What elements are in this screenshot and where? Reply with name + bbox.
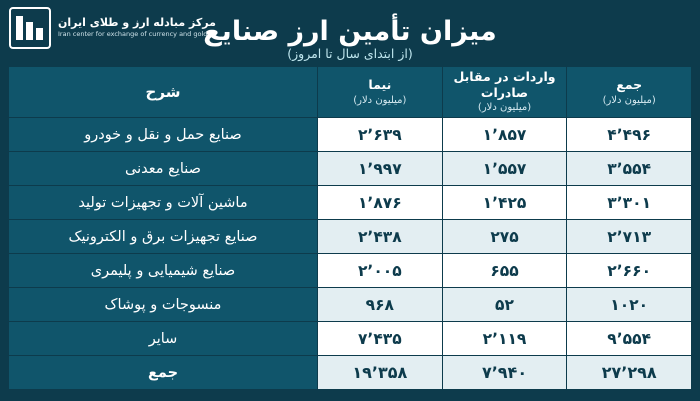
table-row bbox=[9, 322, 692, 356]
column-header-total-unit: (میلیون دلار) bbox=[602, 94, 656, 106]
cell-description: صنایع شیمیایی و پلیمری bbox=[9, 254, 318, 288]
column-header-import-label: واردات در مقابل صادرات bbox=[453, 69, 556, 100]
page-subtitle: (از ابتدای سال تا امروز) bbox=[287, 46, 413, 61]
column-header-nima-label: نیما bbox=[368, 76, 392, 92]
cell-total: ۳٬۵۵۴ bbox=[567, 152, 692, 186]
cell-description: صنایع حمل و نقل و خودرو bbox=[9, 118, 318, 152]
cell-nima: ۲٬۶۳۹ bbox=[318, 118, 443, 152]
cell-total: ۱۰۲۰ bbox=[567, 288, 692, 322]
table-row bbox=[9, 254, 692, 288]
table-body bbox=[9, 118, 692, 390]
cell-import: ۲۷۵ bbox=[442, 220, 567, 254]
table-row-total bbox=[9, 356, 692, 390]
cell-description: جمع bbox=[9, 356, 318, 390]
column-header-total bbox=[567, 67, 692, 118]
logo-title-fa: مرکز مبادله ارز و طلای ایران bbox=[58, 16, 216, 30]
cell-import: ۱٬۵۵۷ bbox=[442, 152, 567, 186]
organization-logo bbox=[8, 6, 216, 50]
column-header-nima-unit: (میلیون دلار) bbox=[353, 94, 407, 106]
currency-supply-table bbox=[8, 66, 692, 390]
column-header-import-unit: (میلیون دلار) bbox=[477, 102, 532, 114]
cell-total: ۲٬۶۶۰ bbox=[567, 254, 692, 288]
cell-import: ۷٬۹۴۰ bbox=[442, 356, 567, 390]
cell-nima: ۱۹٬۳۵۸ bbox=[318, 356, 443, 390]
table-row bbox=[9, 118, 692, 152]
cell-description: ماشین آلات و تجهیزات تولید bbox=[9, 186, 318, 220]
table-row bbox=[9, 220, 692, 254]
cell-total: ۴٬۴۹۶ bbox=[567, 118, 692, 152]
table-row bbox=[9, 186, 692, 220]
table-row bbox=[9, 152, 692, 186]
logo-icon bbox=[8, 6, 52, 50]
page-title: میزان تأمین ارز صنایع bbox=[203, 16, 497, 48]
cell-import: ۵۲ bbox=[442, 288, 567, 322]
cell-import: ۲٬۱۱۹ bbox=[442, 322, 567, 356]
cell-description: صنایع تجهیزات برق و الکترونیک bbox=[9, 220, 318, 254]
logo-text bbox=[58, 17, 216, 38]
logo-title-en: Iran center for exchange of currency and gold bbox=[58, 30, 208, 39]
cell-nima: ۷٬۴۳۵ bbox=[318, 322, 443, 356]
column-header-total-label: جمع bbox=[616, 76, 643, 92]
cell-nima: ۱٬۹۹۷ bbox=[318, 152, 443, 186]
cell-description: صنایع معدنی bbox=[9, 152, 318, 186]
currency-supply-table-wrapper bbox=[8, 66, 692, 393]
cell-total: ۹٬۵۵۴ bbox=[567, 322, 692, 356]
cell-total: ۲٬۷۱۳ bbox=[567, 220, 692, 254]
cell-import: ۶۵۵ bbox=[442, 254, 567, 288]
table-header-row bbox=[9, 67, 692, 118]
cell-nima: ۱٬۸۷۶ bbox=[318, 186, 443, 220]
column-header-nima bbox=[318, 67, 443, 118]
table-header bbox=[9, 67, 692, 118]
cell-nima: ۲٬۴۳۸ bbox=[318, 220, 443, 254]
table-row bbox=[9, 288, 692, 322]
cell-nima: ۲٬۰۰۵ bbox=[318, 254, 443, 288]
column-header-import bbox=[442, 67, 567, 118]
cell-description: منسوجات و پوشاک bbox=[9, 288, 318, 322]
cell-total: ۳٬۳۰۱ bbox=[567, 186, 692, 220]
cell-import: ۱٬۸۵۷ bbox=[442, 118, 567, 152]
cell-nima: ۹۶۸ bbox=[318, 288, 443, 322]
page-header bbox=[0, 0, 700, 62]
cell-description: سایر bbox=[9, 322, 318, 356]
cell-total: ۲۷٬۲۹۸ bbox=[567, 356, 692, 390]
column-header-description: شرح bbox=[9, 67, 318, 118]
cell-import: ۱٬۴۲۵ bbox=[442, 186, 567, 220]
